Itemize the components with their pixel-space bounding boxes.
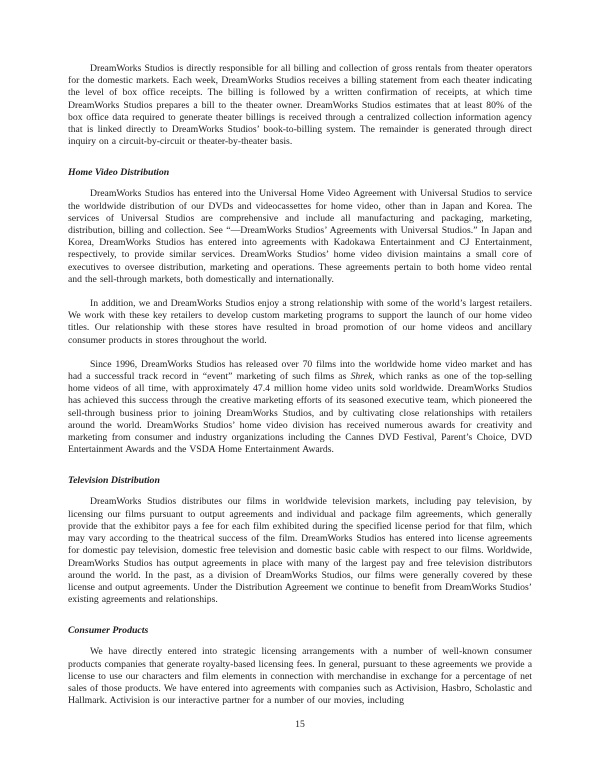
paragraph-television-licensing: DreamWorks Studios distributes our films in worldwide television markets, including pay television, by licensing our films pursuant to output agreements and individual and package film agreements, which generally provide that the exhibitor pays a fee for each film exhibited during the specified license period for that film, which may vary according to the theatrical success of the film. DreamWorks Studios has entered into license agreements for domestic pay television, domestic free television and domestic basic cable with respect to our films. Worldwide, DreamWorks Studios has output agreements in place with many of the largest pay and free television distributors around the world. In the past, as a division of DreamWorks Studios, our films were generally covered by these license and output agreements. Under the Distribution Agreement we continue to benefit from DreamWorks Studios’ existing agreements and relationships. bbox=[68, 496, 532, 606]
page-number: 15 bbox=[295, 719, 305, 731]
section-heading-home-video-distribution: Home Video Distribution bbox=[68, 167, 170, 179]
paragraph-theater-billing: DreamWorks Studios is directly responsible for all billing and collection of gross rentals from theater operators for the domestic markets. Each week, DreamWorks Studios receives a billing statement from each theater indicating the level of box office receipts. The billing is followed by a written confirmation of receipts, at which time DreamWorks Studios prepares a bill to the theater owner. DreamWorks Studios estimates that at least 80% of the box office data required to generate theater billings is received through a centralized collection information agency that is linked directly to DreamWorks Studios’ book-to-billing system. The remainder is generated through direct inquiry on a circuit-by-circuit or theater-by-theater basis. bbox=[68, 63, 532, 148]
section-heading-consumer-products: Consumer Products bbox=[68, 625, 149, 637]
paragraph-retailer-relationships: In addition, we and DreamWorks Studios enjoy a strong relationship with some of the world’s largest retailers. We work with these key retailers to develop custom marketing programs to support the launch of our home video titles. Our relationship with these stores have resulted in broad promotion of our home videos and ancillary consumer products in stores throughout the world. bbox=[68, 298, 532, 346]
paragraph-consumer-products-licensing: We have directly entered into strategic licensing arrangements with a number of well-known consumer products companies that generate royalty-based licensing fees. In general, pursuant to these agreements we provide a license to use our characters and film elements in connection with merchandise in exchange for a percentage of net sales of those products. We have entered into agreements with companies such as Activision, Hasbro, Scholastic and Hallmark. Activision is our interactive partner for a number of our movies, including bbox=[68, 646, 532, 707]
film-title-shrek: Shrek bbox=[350, 371, 373, 383]
text-run-before-film-title: Since 1996, DreamWorks Studios has released over 70 films into the worldwide home video market and has had a successful track record in “event” marketing of such films as bbox=[68, 358, 532, 383]
paragraph-home-video-track-record bbox=[68, 359, 532, 457]
text-run-after-film-title: , which ranks as one of the top-selling home videos of all time, with approximately 47.4 million home video units sold worldwide. DreamWorks Studios has achieved this success through the creative marketing efforts of its seasoned executive team, which pioneered the sell-through business prior to joining DreamWorks Studios, and by cultivating close relationships with retailers around the world. DreamWorks Studios’ home video division has received numerous awards for creativity and marketing from consumer and industry organizations including the Cannes DVD Festival, Parent’s Choice, DVD Entertainment Awards and the VSDA Home Entertainment Awards. bbox=[68, 371, 532, 456]
section-heading-television-distribution: Television Distribution bbox=[68, 475, 160, 487]
paragraph-universal-home-video-agreement: DreamWorks Studios has entered into the Universal Home Video Agreement with Universal Studios to service the worldwide distribution of our DVDs and videocassettes for home video, other than in Japan and Korea. The services of Universal Studios are comprehensive and include all manufacturing and packaging, marketing, distribution, billing and collection. See “—DreamWorks Studios’ Agreements with Universal Studios.” In Japan and Korea, DreamWorks Studios has entered into agreements with Kadokawa Entertainment and CJ Entertainment, respectively, to provide similar services. DreamWorks Studios’ home video division maintains a small core of executives to oversee distribution, marketing and operations. These agreements pertain to both home video rental and the sell-through markets, both domestically and internationally. bbox=[68, 188, 532, 285]
